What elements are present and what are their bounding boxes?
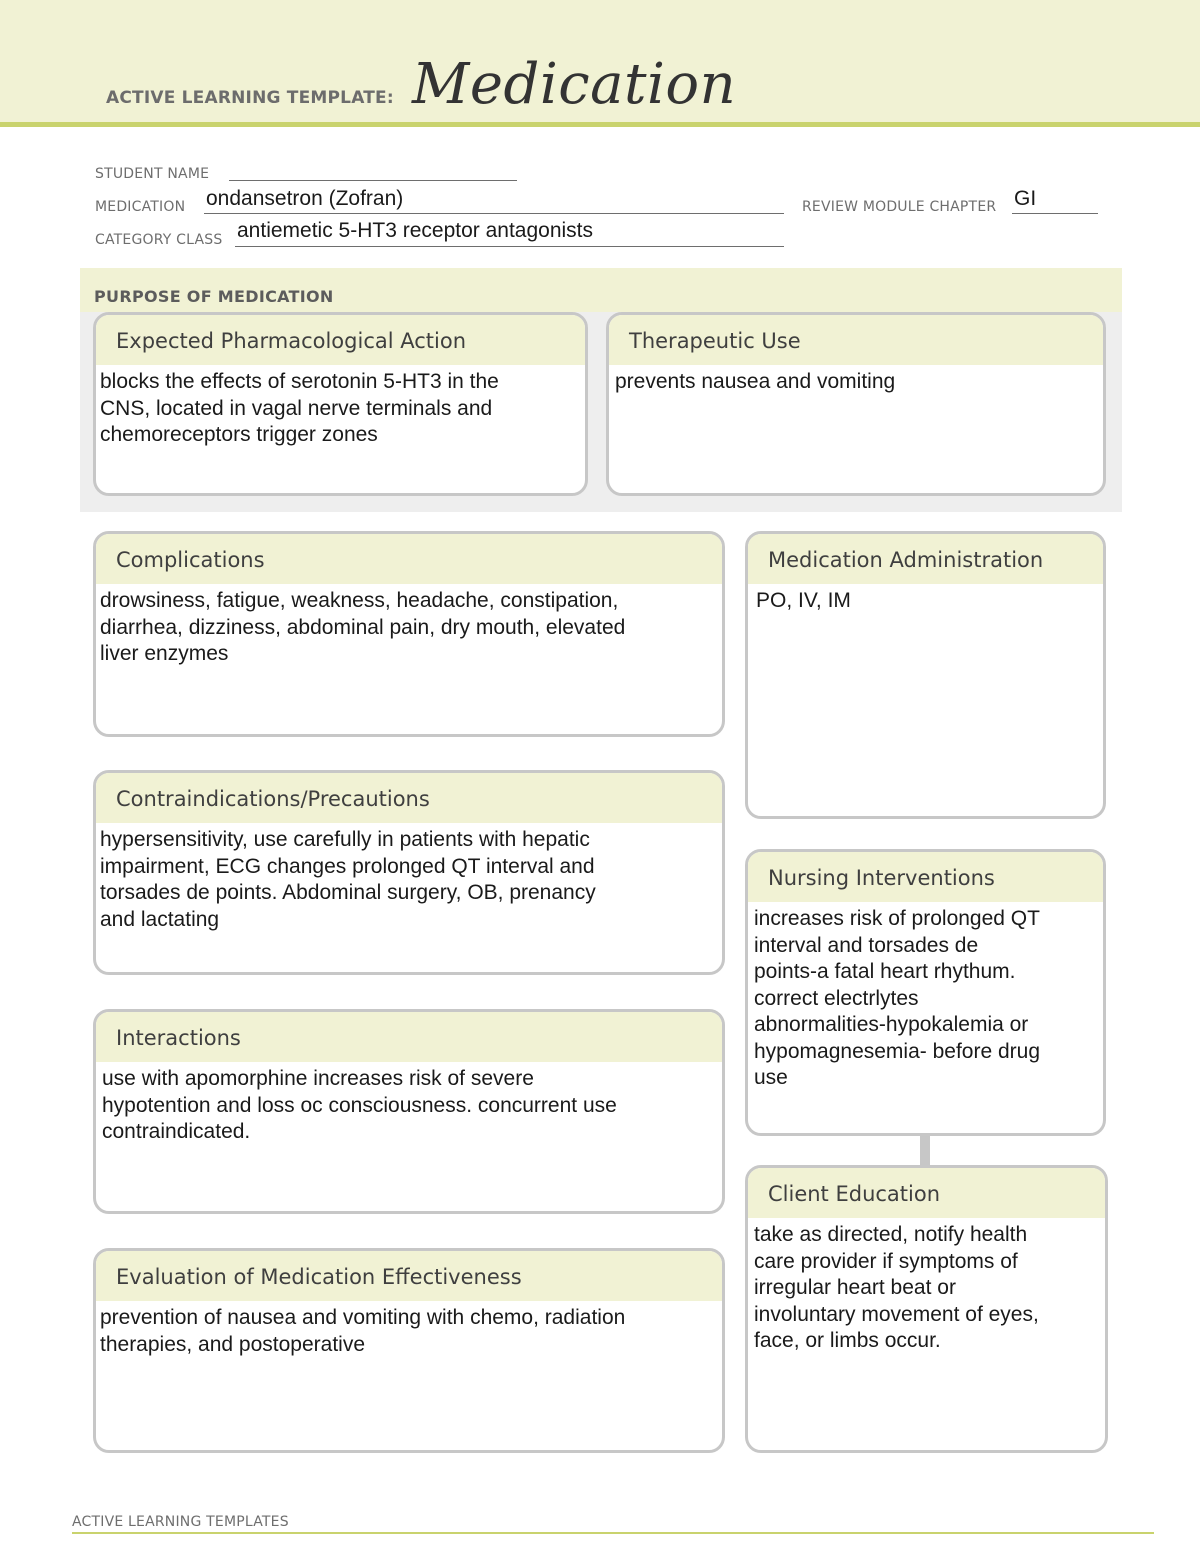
medication-administration-text[interactable]: PO, IV, IM <box>756 589 851 612</box>
section-connector <box>920 1134 930 1166</box>
therapeutic-use-card <box>606 312 1106 496</box>
footer-rule <box>72 1532 1154 1534</box>
template-label: ACTIVE LEARNING TEMPLATE: <box>106 88 394 108</box>
expected-action-text[interactable]: blocks the effects of serotonin 5-HT3 in the CNS, located in vagal nerve terminals and chemoreceptors trigger zones <box>100 370 499 446</box>
footer-label: ACTIVE LEARNING TEMPLATES <box>72 1514 289 1530</box>
complications-card <box>93 531 725 737</box>
therapeutic-use-text[interactable]: prevents nausea and vomiting <box>615 370 896 393</box>
category-class-label: CATEGORY CLASS <box>95 232 223 248</box>
evaluation-card <box>93 1248 725 1453</box>
review-module-value: GI <box>1014 187 1037 210</box>
medication-administration-card <box>745 531 1106 819</box>
interactions-card <box>93 1009 725 1214</box>
evaluation-text[interactable]: prevention of nausea and vomiting with chemo, radiation therapies, and postoperative <box>100 1306 626 1356</box>
category-class-value: antiemetic 5-HT3 receptor antagonists <box>237 219 594 242</box>
medication-administration-heading: Medication Administration <box>748 534 1103 584</box>
review-module-label: REVIEW MODULE CHAPTER <box>802 199 997 215</box>
expected-action-heading: Expected Pharmacological Action <box>96 315 585 365</box>
medication-label: MEDICATION <box>95 199 186 215</box>
medication-value: ondansetron (Zofran) <box>206 187 404 210</box>
contraindications-heading: Contraindications/Precautions <box>96 773 722 823</box>
contraindications-text[interactable]: hypersensitivity, use carefully in patients with hepatic impairment, ECG changes prolonged QT interval and torsades de points. Abdominal surgery, OB, prenancy and lactating <box>100 828 596 931</box>
medication-field[interactable] <box>204 213 784 214</box>
client-education-heading: Client Education <box>748 1168 1105 1218</box>
student-name-field[interactable] <box>229 180 517 181</box>
page-title: Medication <box>412 52 737 117</box>
therapeutic-use-heading: Therapeutic Use <box>609 315 1103 365</box>
nursing-interventions-card <box>745 849 1106 1136</box>
category-class-field[interactable] <box>235 246 784 247</box>
review-module-field[interactable] <box>1012 213 1098 214</box>
interactions-heading: Interactions <box>96 1012 722 1062</box>
complications-heading: Complications <box>96 534 722 584</box>
client-education-card <box>745 1165 1108 1453</box>
header-rule <box>0 122 1200 127</box>
nursing-interventions-text[interactable]: increases risk of prolonged QT interval and torsades de points-a fatal heart rhythum. correct electrlytes abnormalities-hypokalemia or hypomagnesemia- before drug use <box>754 907 1041 1089</box>
contraindications-card <box>93 770 725 975</box>
evaluation-heading: Evaluation of Medication Effectiveness <box>96 1251 722 1301</box>
nursing-interventions-heading: Nursing Interventions <box>748 852 1103 902</box>
complications-text[interactable]: drowsiness, fatigue, weakness, headache, constipation, diarrhea, dizziness, abdominal pain, dry mouth, elevated liver enzymes <box>100 589 626 665</box>
purpose-title: PURPOSE OF MEDICATION <box>94 287 334 306</box>
interactions-text[interactable]: use with apomorphine increases risk of severe hypotention and loss oc consciousness. concurrent use contraindicated. <box>102 1067 617 1143</box>
expected-action-card <box>93 312 588 496</box>
client-education-text[interactable]: take as directed, notify health care provider if symptoms of irregular heart beat or involuntary movement of eyes, face, or limbs occur. <box>754 1223 1039 1352</box>
student-name-label: STUDENT NAME <box>95 166 210 182</box>
